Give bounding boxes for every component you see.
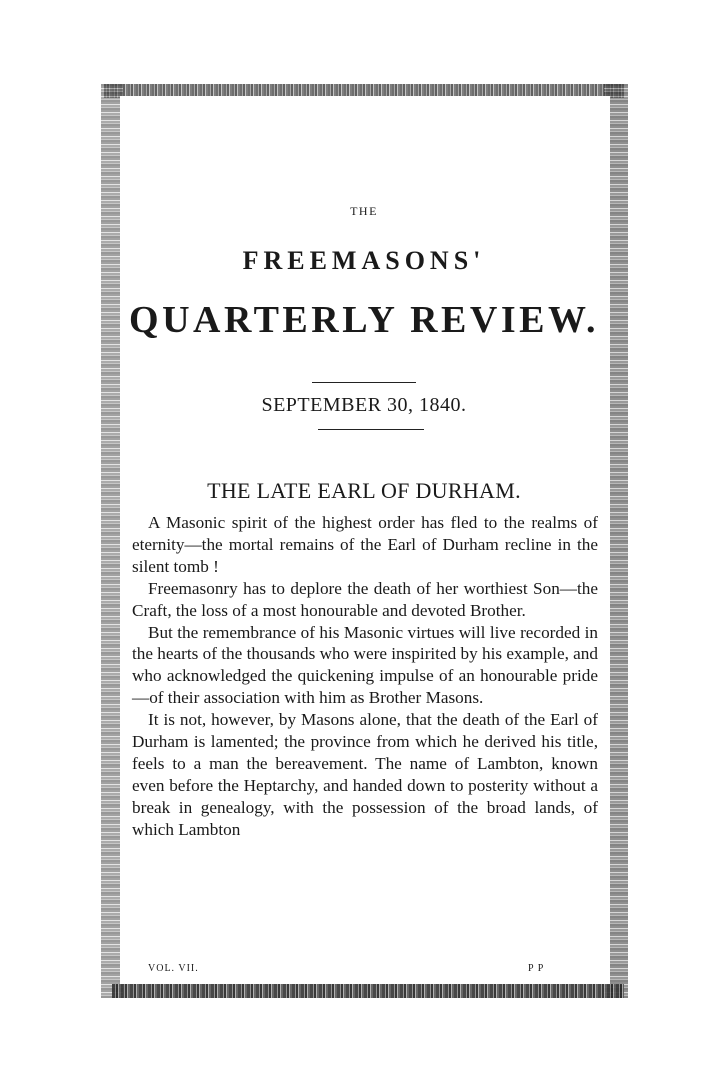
title-line-2: QUARTERLY REVIEW. bbox=[129, 299, 599, 341]
paragraph: But the remembrance of his Masonic virtues will live recorded in the hearts of the thousands who were inspirited by his example, and who acknowledged the quickening impulse of an honourable pride—of their association with him as Brother Masons. bbox=[132, 622, 598, 708]
title-article: THE bbox=[350, 204, 378, 218]
scan-edge-bottom bbox=[112, 984, 624, 998]
paragraph: Freemasonry has to deplore the death of her worthiest Son—the Craft, the loss of a most honourable and devoted Brother. bbox=[132, 578, 598, 620]
title-line-1: FREEMASONS' bbox=[242, 246, 486, 275]
article-headline: THE LATE EARL OF DURHAM. bbox=[207, 478, 521, 503]
volume-signature: VOL. VII. bbox=[148, 963, 199, 974]
paragraph: A Masonic spirit of the highest order has fled to the realms of eternity—the mortal remains of the Earl of Durham recline in the silent tomb ! bbox=[132, 513, 598, 576]
issue-date: SEPTEMBER 30, 1840. bbox=[261, 394, 467, 416]
paragraph: It is not, however, by Masons alone, that the death of the Earl of Durham is lamented; the province from which he derived his title, feels to a man the bereavement. The name of Lambton, known even before the Heptarchy, and handed down to posterity without a break in genealogy, with the possession of the broad lands, of which Lambton bbox=[132, 710, 598, 839]
article-body bbox=[132, 512, 598, 841]
date-rule-bottom bbox=[318, 429, 424, 430]
date-rule-top bbox=[312, 382, 416, 383]
gathering-signature: P P bbox=[528, 963, 545, 974]
